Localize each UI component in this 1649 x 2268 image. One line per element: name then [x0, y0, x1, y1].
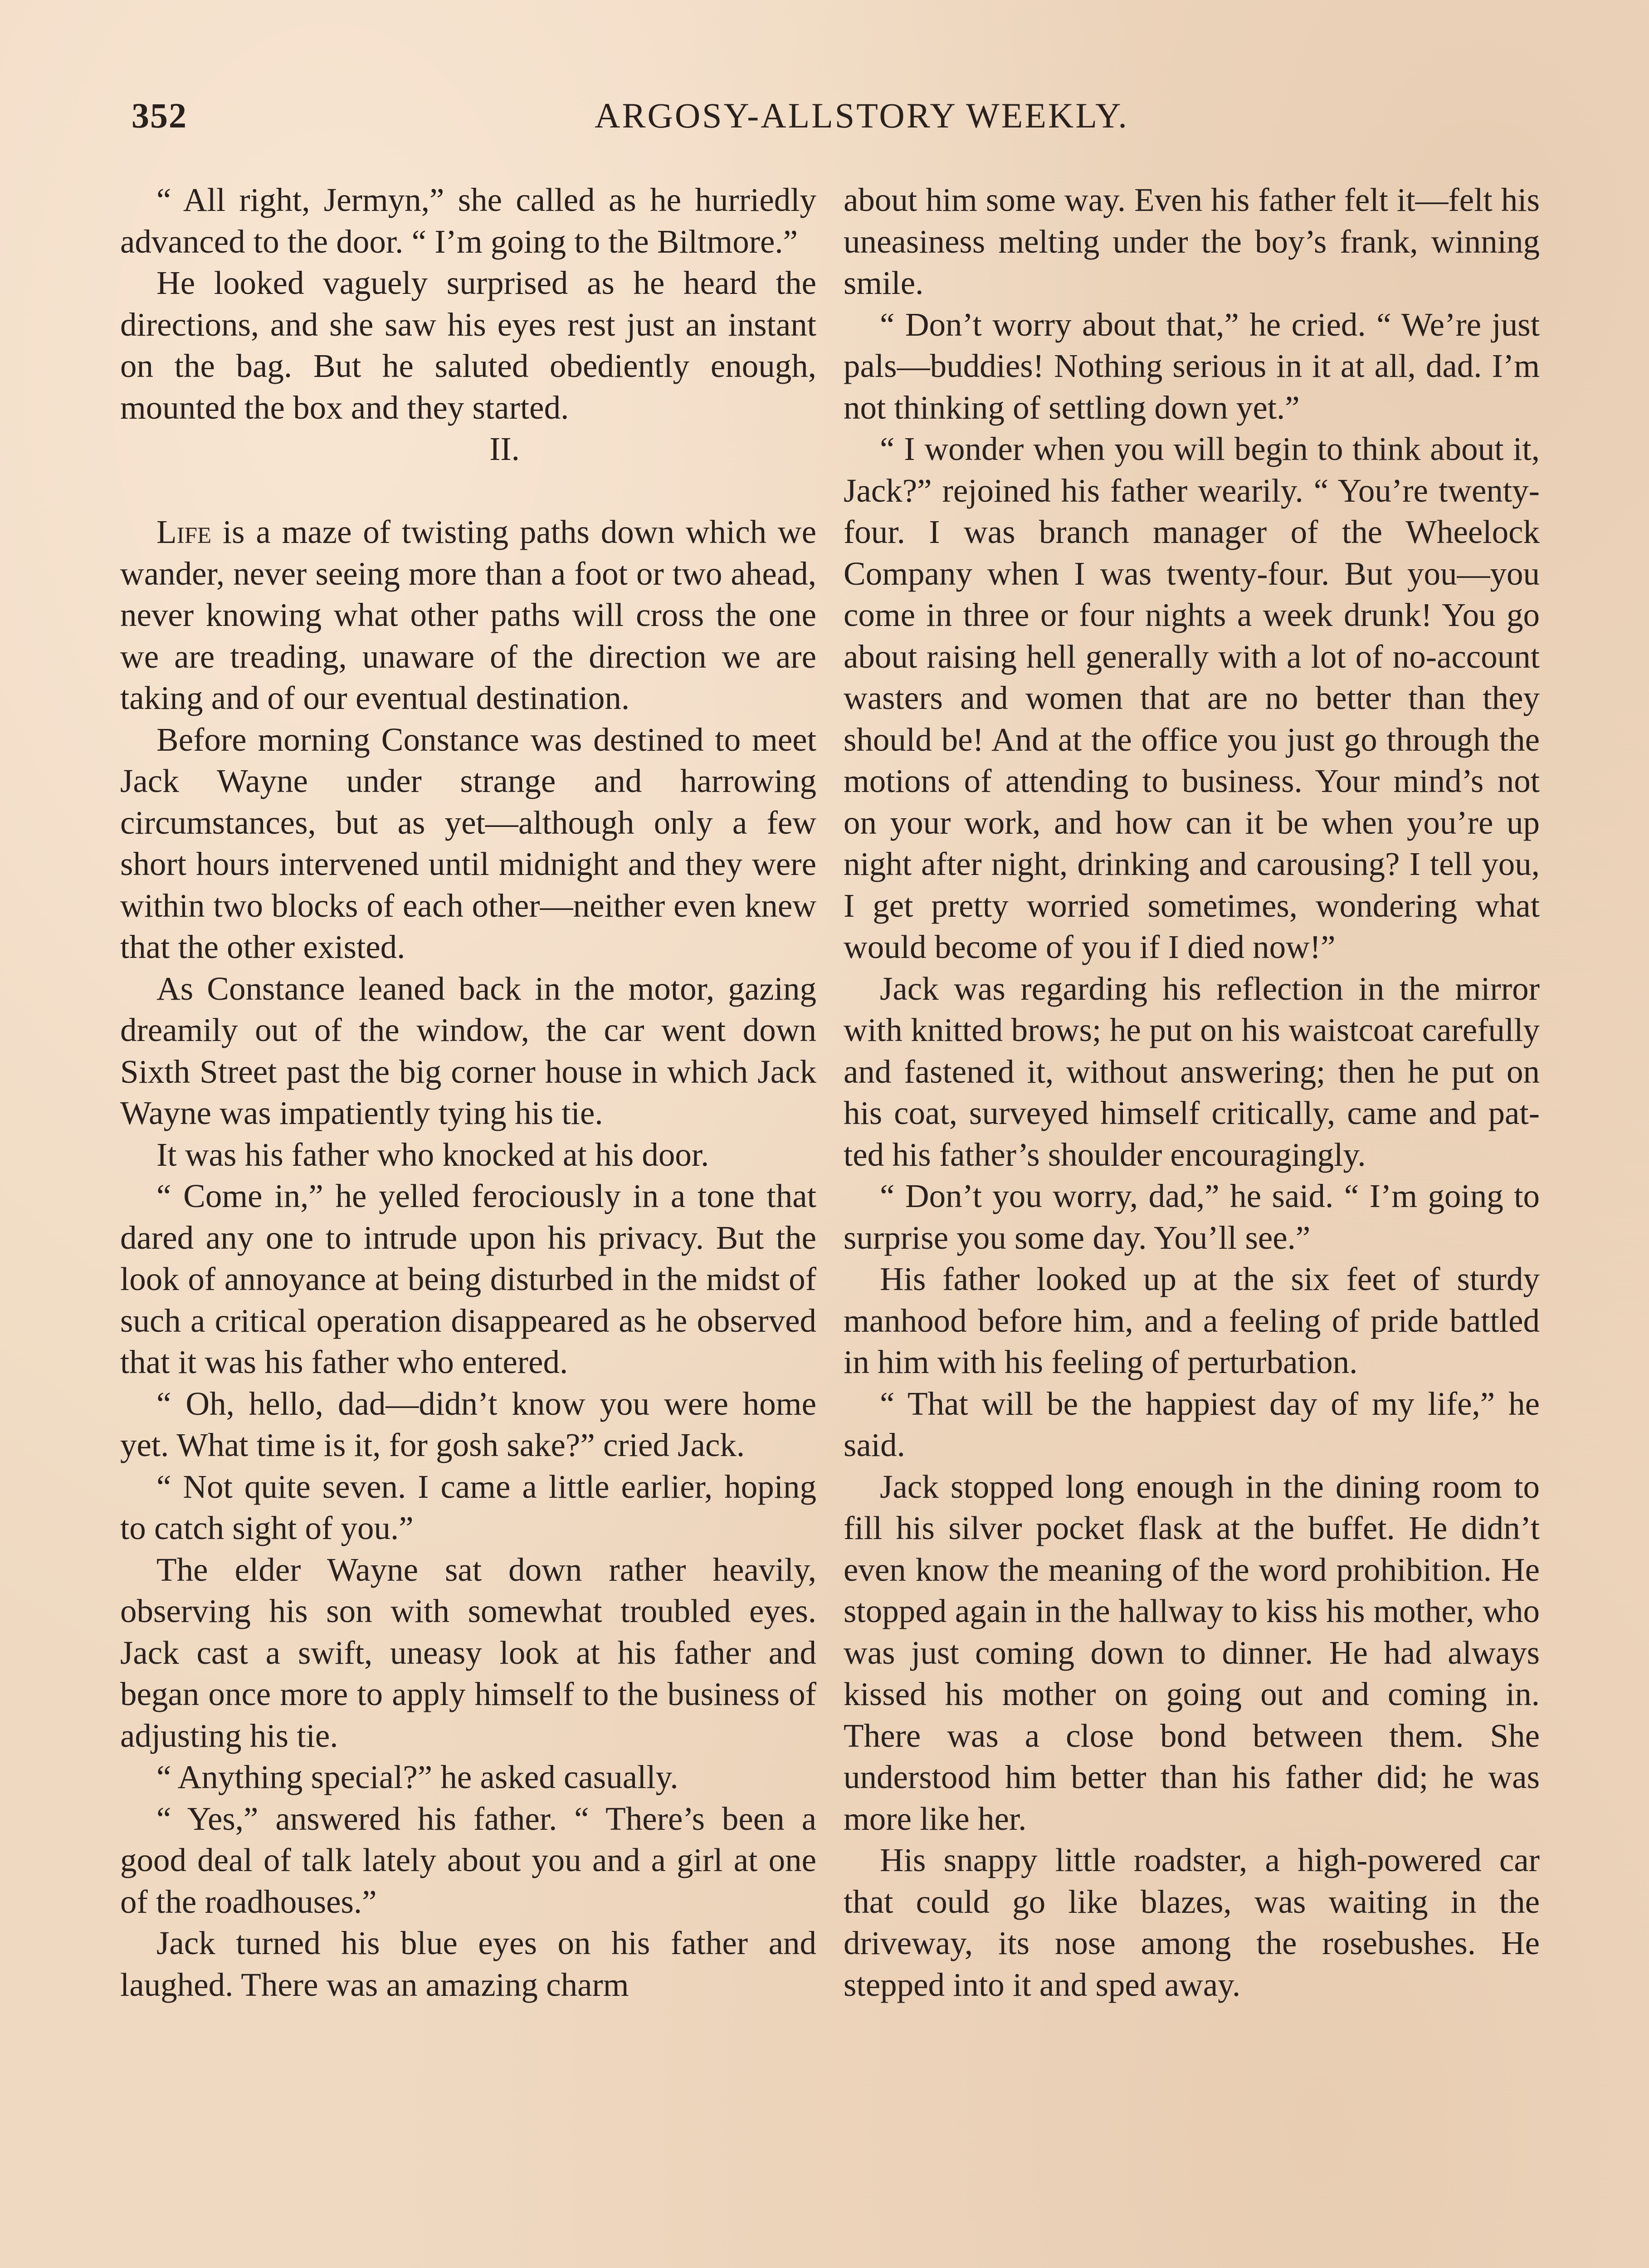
page-header	[132, 95, 1592, 150]
page-number: 352	[132, 96, 187, 135]
paragraph: Jack turned his blue eyes on his father and laughed. There was an amazing charm	[120, 1925, 816, 2003]
paragraph: “ Come in,” he yelled ferociously in a tone that dared any one to intrude upon his privacy. But the look of annoyance at being disturbed in the midst of such a critical operation disappeared as he observed that it was his father who entered.	[120, 1178, 816, 1380]
paragraph: Before morning Constance was destined to meet Jack Wayne under strange and harrowing circumstances, but as yet—although only a few short hours intervened until midnight and they were within two blocks of each other—neither even knew that the other existed.	[120, 721, 816, 965]
running-title: ARGOSY-ALLSTORY WEEKLY.	[595, 96, 1129, 135]
right-column	[844, 179, 1540, 2005]
paragraph-text: is a maze of twisting paths down which we wander, never seeing more than a foot or two ahead, never knowing what other paths will cross the one we are treading, unaware of the direction we are taking and of our eventual destination.	[120, 513, 816, 716]
section-heading	[120, 428, 816, 511]
paragraph	[120, 511, 816, 719]
paragraph: “ All right, Jermyn,” she called as he hurriedly advanced to the door. “ I’m going to the Biltmore.”	[120, 181, 816, 260]
left-column	[120, 179, 816, 2005]
paragraph: It was his father who knocked at his door.	[156, 1136, 709, 1173]
paragraph: He looked vaguely surprised as he heard the directions, and she saw his eyes rest just an instant on the bag. But he saluted obediently enough, mounted the box and they started.	[120, 264, 816, 426]
paragraph: “ I wonder when you will begin to think about it, Jack?” rejoined his father wearily. “ You’re twenty-four. I was branch manager of the Wheelock Company when I was twenty-four. But you—you come in three or four nights a week drunk! You go about raising hell generally with a lot of no-account wasters and women that are no better than they should be! And at the office you just go through the motions of attending to business. Your mind’s not on your work, and how can it be when you’re up night after night, drinking and carousing? I tell you, I get pretty worried sometimes, wondering what would become of you if I died now!”	[844, 430, 1540, 965]
paragraph: As Constance leaned back in the motor, gazing dreamily out of the window, the car went down Sixth Street past the big corner house in which Jack Wayne was impatiently tying his tie.	[120, 970, 816, 1131]
paragraph: “ Don’t you worry, dad,” he said. “ I’m going to surprise you some day. You’ll see.”	[844, 1178, 1540, 1256]
paragraph: Jack was regarding his reflection in the mirror with knitted brows; he put on his waistcoat carefully and fastened it, without answering; then he put on his coat, surveyed himself critically, came and patted his father’s shoulder encouragingly.	[844, 970, 1540, 1173]
paragraph: “ Oh, hello, dad—didn’t know you were home yet. What time is it, for gosh sake?” cried Jack.	[120, 1385, 816, 1463]
paragraph: “ Not quite seven. I came a little earlier, hoping to catch sight of you.”	[120, 1468, 816, 1546]
paragraph: “ Yes,” answered his father. “ There’s been a good deal of talk lately about you and a girl at one of the roadhouses.”	[120, 1800, 816, 1920]
paragraph: Jack stopped long enough in the dining room to fill his silver pocket flask at the buffet. He didn’t even know the meaning of the word prohibition. He stopped again in the hallway to kiss his mother, who was just coming down to dinner. He had always kissed his mother on going out and coming in. There was a close bond between them. She understood him better than his father did; he was more like her.	[844, 1468, 1540, 1837]
paragraph: His father looked up at the six feet of sturdy manhood before him, and a feeling of pride battled in him with his feeling of perturbation.	[844, 1261, 1540, 1380]
paragraph: “ Don’t worry about that,” he cried. “ We’re just pals—buddies! Nothing serious in it at all, dad. I’m not thinking of settling down yet.”	[844, 306, 1540, 426]
paragraph: “ That will be the happiest day of my life,” he said.	[844, 1385, 1540, 1463]
continued-paragraph: about him some way. Even his father felt it—felt his uneasiness melting under the boy’s frank, winning smile.	[844, 181, 1540, 301]
section-number: II.	[489, 430, 520, 467]
drop-lead-word: Life	[156, 513, 212, 550]
paragraph: The elder Wayne sat down rather heavily, observing his son with somewhat troubled eyes. Jack cast a swift, uneasy look at his father and began once more to apply himself to the business of adjusting his tie.	[120, 1551, 816, 1754]
paragraph: His snappy little roadster, a high-powered car that could go like blazes, was waiting in the driveway, its nose among the rosebushes. He stepped into it and sped away.	[844, 1842, 1540, 2003]
paragraph: “ Anything special?” he asked casually.	[156, 1759, 678, 1795]
